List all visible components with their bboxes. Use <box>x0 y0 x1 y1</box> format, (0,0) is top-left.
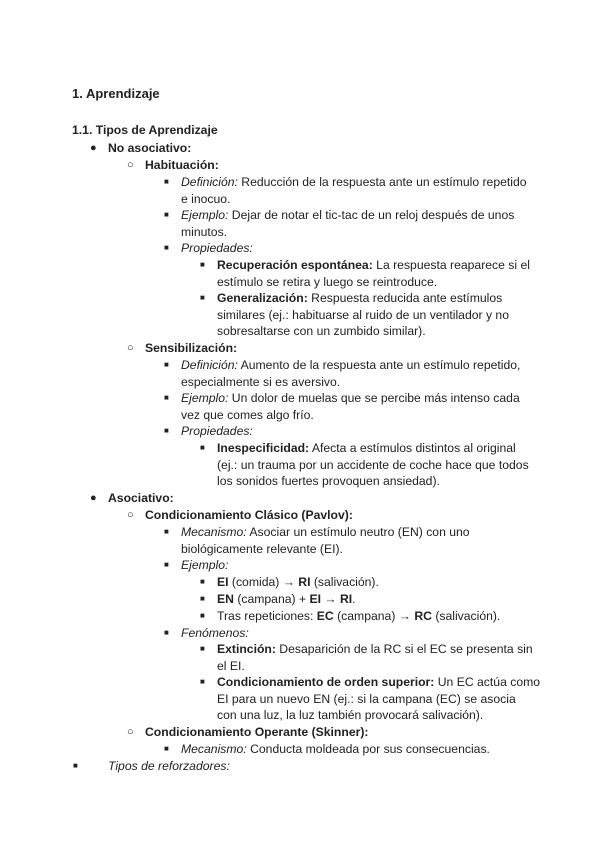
fenomeno-orden-superior <box>217 674 540 724</box>
habituacion-definicion <box>181 174 527 207</box>
square-bullet-icon: ■ <box>164 628 169 637</box>
circle-bullet-icon: ○ <box>127 159 134 171</box>
square-bullet-icon: ■ <box>164 426 169 435</box>
definicion-text: Reducción de la respuesta ante un estímulo repetido <box>237 175 527 189</box>
ejemplo-label: Ejemplo: <box>181 391 229 405</box>
heading-tipos-de-aprendizaje: 1.1. Tipos de Aprendizaje <box>72 123 218 137</box>
square-bullet-icon: ■ <box>164 527 169 536</box>
recuperacion-text: La respuesta reaparece si el <box>372 258 530 272</box>
sensibilizacion-propiedades: Propiedades: <box>181 424 253 438</box>
mecanismo-text-cont: biológicamente relevante (EI). <box>181 541 343 556</box>
generalizacion-text-cont2: sobresaltarse con un zumbido similar). <box>217 324 426 338</box>
en-term: EN <box>217 592 234 606</box>
ej1-text-end: (salivación). <box>310 575 379 589</box>
list-item-condicionamiento-clasico: Condicionamiento Clásico (Pavlov): <box>145 508 353 522</box>
ejemplo-ei-ri <box>217 574 379 591</box>
circle-bullet-icon: ○ <box>127 342 134 354</box>
square-bullet-icon: ■ <box>73 761 78 770</box>
orden-superior-text-cont2: con una luz, la luz también provocará salivación). <box>217 708 484 722</box>
ej3-text-end: (salivación). <box>431 609 501 623</box>
heading-aprendizaje: 1. Aprendizaje <box>72 86 160 101</box>
disc-bullet-icon: ● <box>90 142 97 154</box>
ejemplo-en-ei-ri <box>217 591 356 608</box>
ejemplo-text: Un dolor de muelas que se percibe más intenso cada <box>228 391 520 405</box>
square-bullet-icon: ■ <box>164 243 169 252</box>
ej2-text: (campana) + <box>233 592 310 606</box>
ejemplo-ec-rc <box>217 608 500 625</box>
square-bullet-icon: ■ <box>200 577 205 586</box>
propiedad-generalizacion <box>217 290 509 340</box>
square-bullet-icon: ■ <box>200 594 205 603</box>
clasico-fenomenos: Fenómenos: <box>181 626 249 640</box>
sensibilizacion-definicion <box>181 357 520 390</box>
square-bullet-icon: ■ <box>164 560 169 569</box>
ej2-text-end: . <box>352 592 356 606</box>
square-bullet-icon: ■ <box>200 677 205 686</box>
list-item-habituacion: Habituación: <box>145 158 219 172</box>
definicion-label: Definición: <box>181 175 238 189</box>
ejemplo-text: Dejar de notar el tic-tac de un reloj después de unos <box>228 208 515 222</box>
square-bullet-icon: ■ <box>164 360 169 369</box>
generalizacion-label: Generalización: <box>217 291 308 305</box>
definicion-text-cont: e inocuo. <box>181 191 231 206</box>
rc-term: RC <box>414 609 432 623</box>
operante-tipos-reforzadores: Tipos de reforzadores: <box>108 759 230 773</box>
recuperacion-label: Recuperación espontánea: <box>217 258 373 272</box>
mecanismo-label: Mecanismo: <box>181 525 247 539</box>
circle-bullet-icon: ○ <box>127 509 134 521</box>
sensibilizacion-ejemplo <box>181 390 520 423</box>
mecanismo-label: Mecanismo: <box>181 742 247 756</box>
square-bullet-icon: ■ <box>164 210 169 219</box>
ejemplo-label: Ejemplo: <box>181 208 229 222</box>
recuperacion-text-cont: estímulo se retira y luego se reintroduce. <box>217 274 438 289</box>
inespecificidad-text-cont: (ej.: un trauma por un accidente de coche hace que todos <box>217 457 529 472</box>
definicion-label: Definición: <box>181 358 238 372</box>
circle-bullet-icon: ○ <box>127 726 134 738</box>
habituacion-ejemplo <box>181 207 514 240</box>
orden-superior-text-cont: EI para un nuevo EN (ej.: si la campana (EC) se asocia <box>217 691 516 706</box>
square-bullet-icon: ■ <box>164 744 169 753</box>
ei-ri-term: EI → RI <box>309 592 353 606</box>
inespecificidad-text-cont2: los sonidos fuertes provoquen ansiedad). <box>217 474 440 488</box>
ec-term: EC <box>316 609 334 623</box>
list-item-asociativo: Asociativo: <box>108 491 174 505</box>
ej3-text: Tras repeticiones: <box>217 609 317 623</box>
list-item-no-asociativo: No asociativo: <box>108 141 192 155</box>
fenomeno-extincion <box>217 641 533 674</box>
clasico-ejemplo: Ejemplo: <box>181 558 229 572</box>
generalizacion-text-cont: similares (ej.: habituarse al ruido de un ventilador y no <box>217 307 509 322</box>
square-bullet-icon: ■ <box>200 293 205 302</box>
orden-superior-label: Condicionamiento de orden superior: <box>217 675 435 689</box>
mecanismo-text: Conducta moldeada por sus consecuencias. <box>246 742 490 756</box>
disc-bullet-icon: ● <box>90 492 97 504</box>
ej3-text-mid: (campana) → <box>333 609 415 623</box>
inespecificidad-label: Inespecificidad: <box>217 441 310 455</box>
list-item-condicionamiento-operante: Condicionamiento Operante (Skinner): <box>145 725 369 739</box>
extincion-text-cont: el EI. <box>217 658 245 673</box>
generalizacion-text: Respuesta reducida ante estímulos <box>307 291 503 305</box>
mecanismo-text: Asociar un estímulo neutro (EN) con uno <box>246 525 470 539</box>
square-bullet-icon: ■ <box>164 393 169 402</box>
propiedad-inespecificidad <box>217 440 529 490</box>
square-bullet-icon: ■ <box>164 177 169 186</box>
square-bullet-icon: ■ <box>200 443 205 452</box>
extincion-label: Extinción: <box>217 642 276 656</box>
square-bullet-icon: ■ <box>200 260 205 269</box>
habituacion-propiedades: Propiedades: <box>181 241 253 255</box>
clasico-mecanismo <box>181 524 470 557</box>
ri-term: RI <box>298 575 311 589</box>
ejemplo-text-cont: minutos. <box>181 224 228 239</box>
inespecificidad-text: Afecta a estímulos distintos al original <box>309 441 516 455</box>
ej1-text: (comida) → <box>228 575 299 589</box>
orden-superior-text: Un EC actúa como <box>434 675 541 689</box>
list-item-sensibilizacion: Sensibilización: <box>145 341 238 355</box>
square-bullet-icon: ■ <box>200 611 205 620</box>
ei-term: EI <box>217 575 229 589</box>
square-bullet-icon: ■ <box>200 644 205 653</box>
definicion-text-cont: especialmente si es aversivo. <box>181 374 341 389</box>
extincion-text: Desaparición de la RC si el EC se presenta sin <box>275 642 533 656</box>
operante-mecanismo <box>181 741 490 758</box>
propiedad-recuperacion-espontanea <box>217 257 530 290</box>
definicion-text: Aumento de la respuesta ante un estímulo repetido, <box>237 358 521 372</box>
ejemplo-text-cont: vez que comes algo frío. <box>181 407 314 422</box>
